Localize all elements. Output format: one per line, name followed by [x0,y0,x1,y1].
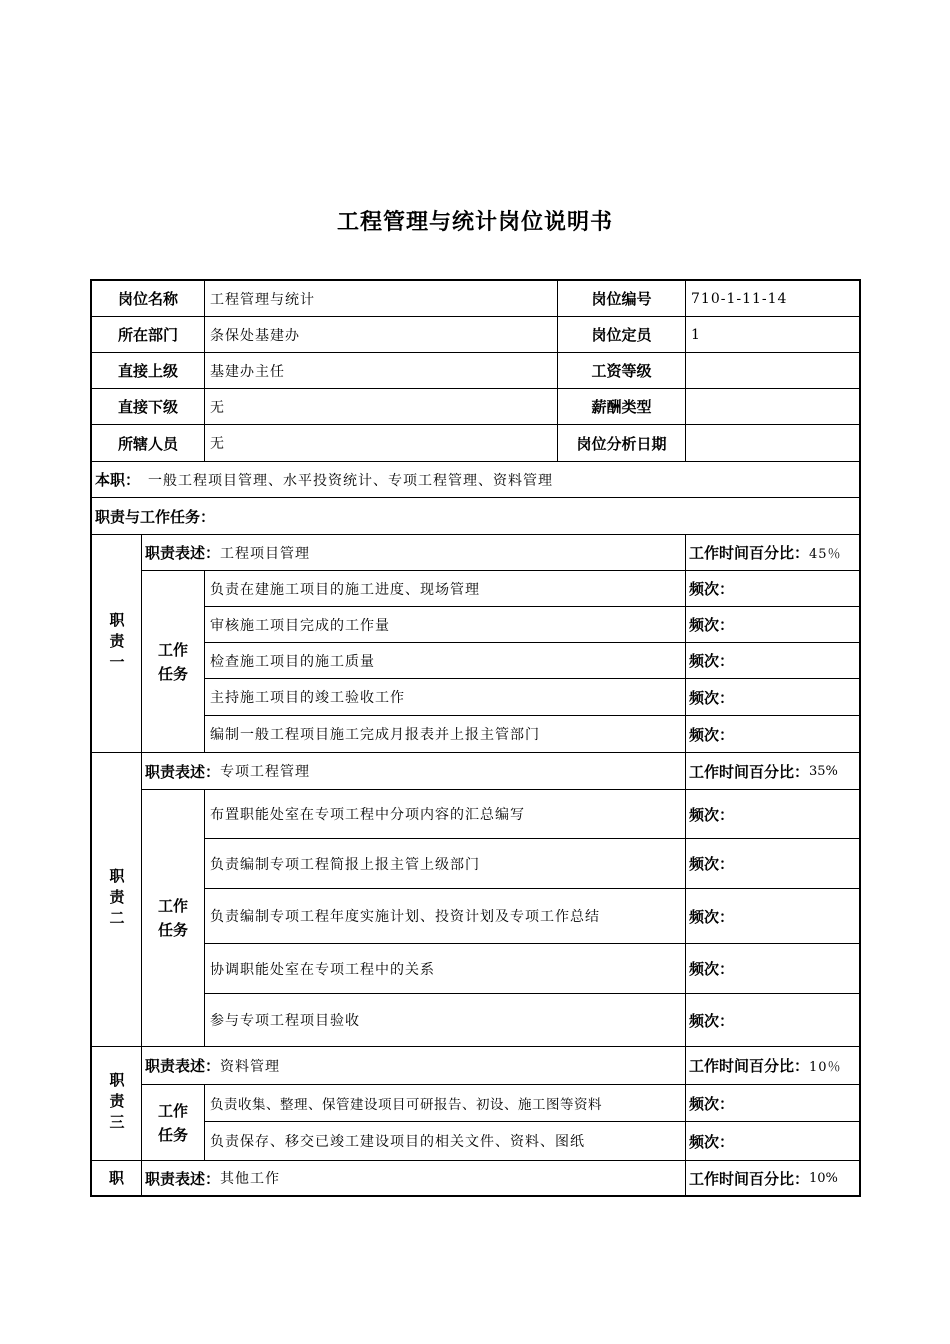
headcount-label: 岗位定员 [557,316,686,353]
position-name-value: 工程管理与统计 [204,280,558,317]
duty-1-task-1: 负责在建施工项目的施工进度、现场管理 [204,570,686,607]
duty-3-task-2: 负责保存、移交已竣工建设项目的相关文件、资料、图纸 [204,1121,686,1161]
salary-type-value [685,388,860,425]
duties-header: 职责与工作任务： [91,497,860,535]
duty-3-task-2-freq: 频次： [685,1121,860,1161]
analysis-date-value [685,424,860,462]
duty-4-desc-label: 职责表述： [145,1169,221,1188]
duty-1-desc-row [141,534,686,571]
duty-1-desc: 工程项目管理 [220,545,311,562]
duty-4-pct-row [685,1160,860,1196]
duty-1-name [91,534,142,753]
duty-2-pct-label: 工作时间百分比： [689,762,810,781]
duty-3-name [91,1046,142,1161]
duty-3-pct: 10％ [809,1060,842,1075]
superior-value: 基建办主任 [204,352,558,389]
superior-label: 直接上级 [91,352,205,389]
duty-1-pct-row [685,534,860,571]
duty-4-desc-row [141,1160,686,1196]
duty-2-task-1-freq: 频次： [685,789,860,839]
core-duty-row [91,461,860,498]
duty-4-desc: 其他工作 [220,1171,281,1187]
position-code-value: 710-1-11-14 [685,280,860,317]
duty-2-name-text: 职责二 [107,868,126,931]
duty-2-tasks-label-text: 工作任务 [157,897,188,939]
duty-1-task-2: 审核施工项目完成的工作量 [204,606,686,643]
duty-4-name: 职 [91,1160,142,1196]
grade-value [685,352,860,389]
salary-type-label: 薪酬类型 [557,388,686,425]
duty-4-pct-label: 工作时间百分比： [689,1169,810,1188]
staff-value: 无 [204,424,558,462]
duty-3-desc-row [141,1046,686,1085]
department-label: 所在部门 [91,316,205,353]
duty-1-task-2-freq: 频次： [685,606,860,643]
department-value: 条保处基建办 [204,316,558,353]
duty-1-task-5-freq: 频次： [685,715,860,753]
duty-1-task-5: 编制一般工程项目施工完成月报表并上报主管部门 [204,715,686,753]
duty-2-task-4-freq: 频次： [685,943,860,994]
duty-3-tasks-label-text: 工作任务 [157,1101,188,1144]
duty-1-task-3: 检查施工项目的施工质量 [204,642,686,679]
headcount-value: 1 [685,316,860,353]
duty-1-task-1-freq: 频次： [685,570,860,607]
subordinate-label: 直接下级 [91,388,205,425]
duty-3-task-1-freq: 频次： [685,1084,860,1122]
position-name-label: 岗位名称 [91,280,205,317]
duty-1-pct: 45％ [809,547,842,562]
duty-1-pct-label: 工作时间百分比： [689,544,810,562]
duty-1-task-4-freq: 频次： [685,678,860,716]
staff-label: 所辖人员 [91,424,205,462]
duty-2-desc-row [141,752,686,790]
duty-1-task-4: 主持施工项目的竣工验收工作 [204,678,686,716]
position-code-label: 岗位编号 [557,280,686,317]
duty-2-task-5-freq: 频次： [685,993,860,1047]
duty-3-desc: 资料管理 [220,1058,281,1075]
duty-2-desc-label: 职责表述： [145,762,221,781]
page-title: 工程管理与统计岗位说明书 [336,210,613,235]
analysis-date-label: 岗位分析日期 [557,424,686,462]
duty-3-name-text: 职责三 [107,1072,126,1135]
duty-2-task-3: 负责编制专项工程年度实施计划、投资计划及专项工作总结 [204,888,686,944]
duty-1-name-text: 职责一 [107,612,126,675]
subordinate-value: 无 [204,388,558,425]
duty-3-tasks-label [141,1084,205,1161]
duty-3-pct-label: 工作时间百分比： [689,1057,810,1075]
duty-4-pct: 10% [809,1170,838,1186]
duty-2-pct: 35% [809,763,838,779]
duty-1-tasks-label [141,570,205,753]
duty-2-desc: 专项工程管理 [220,764,311,780]
duty-2-task-4: 协调职能处室在专项工程中的关系 [204,943,686,994]
grade-label: 工资等级 [557,352,686,389]
duty-2-task-2: 负责编制专项工程简报上报主管上级部门 [204,838,686,889]
duty-1-tasks-label-text: 工作任务 [157,640,188,683]
duty-3-task-1: 负责收集、整理、保管建设项目可研报告、初设、施工图等资料 [204,1084,686,1122]
duty-2-name [91,752,142,1047]
duty-1-desc-label: 职责表述： [145,544,221,562]
duty-2-task-3-freq: 频次： [685,888,860,944]
core-duty-label: 本职： [95,471,141,489]
duty-1-task-3-freq: 频次： [685,642,860,679]
core-duty-value: 一般工程项目管理、水平投资统计、专项工程管理、资料管理 [148,472,554,489]
duty-2-pct-row [685,752,860,790]
duty-2-task-1: 布置职能处室在专项工程中分项内容的汇总编写 [204,789,686,839]
duty-3-pct-row [685,1046,860,1085]
duty-2-task-2-freq: 频次： [685,838,860,889]
duty-2-tasks-label [141,789,205,1047]
duty-2-task-5: 参与专项工程项目验收 [204,993,686,1047]
duty-3-desc-label: 职责表述： [145,1057,221,1075]
